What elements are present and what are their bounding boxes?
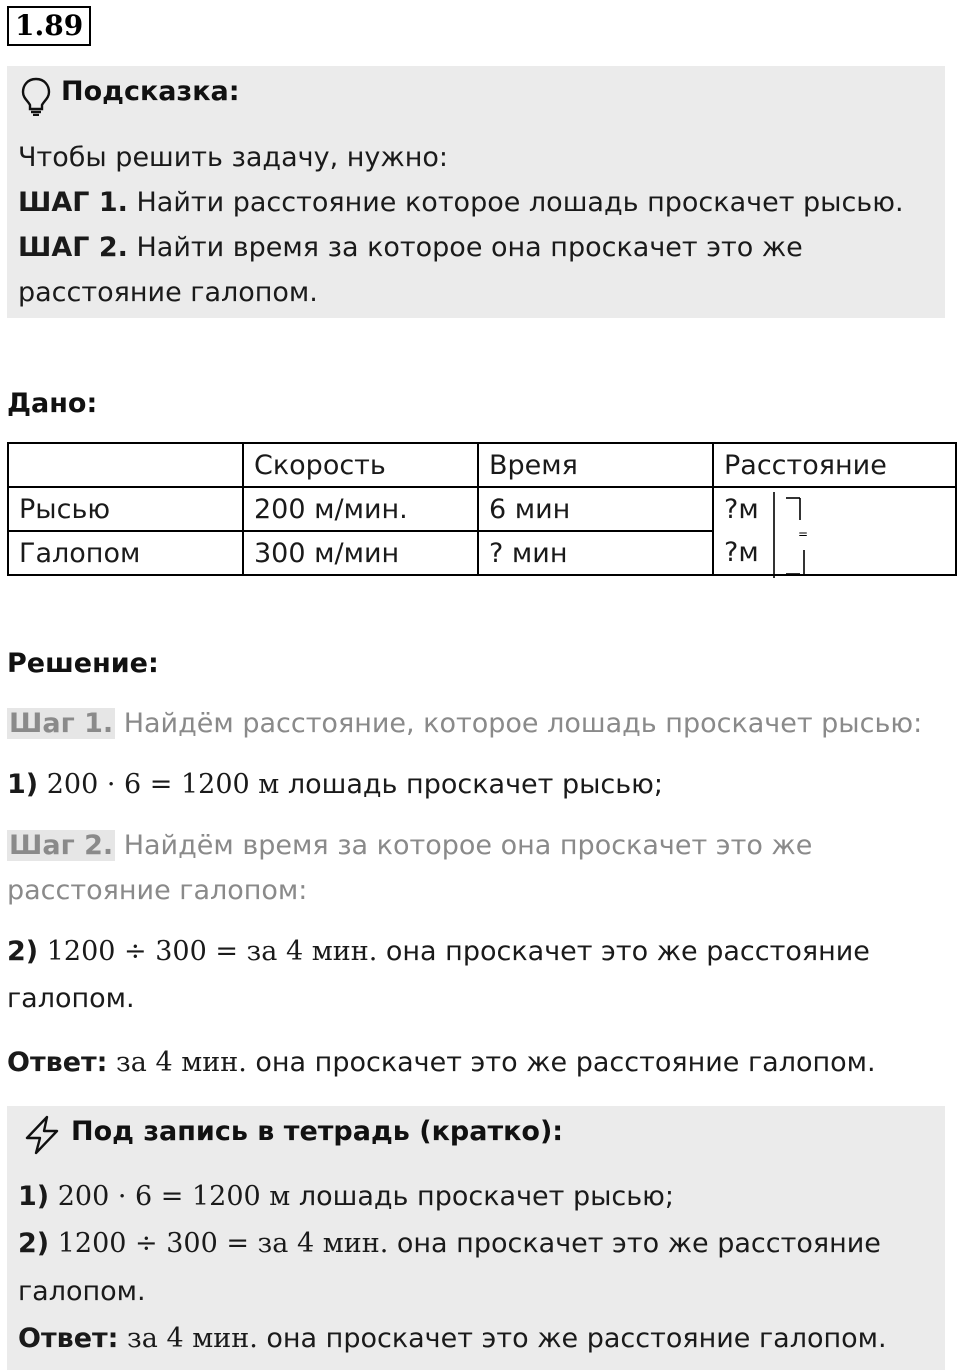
hint-step1-label: ШАГ 1.: [18, 187, 128, 218]
table-header-cell: Время: [478, 443, 713, 487]
solution-title: Решение:: [7, 648, 159, 679]
table-cell: ? мин: [478, 531, 713, 575]
notebook-answer-text: она проскачет это же расстояние галопом.: [257, 1323, 887, 1354]
solution-line2-math: 1200 ÷ 300 = за 4 мин.: [38, 936, 378, 967]
notebook-line2: [18, 1228, 881, 1259]
notebook-line2-text: она проскачет это же расстояние: [388, 1228, 881, 1259]
solution-line2-text: она проскачет это же расстояние: [377, 936, 870, 967]
hint-step2-cont: расстояние галопом.: [18, 277, 318, 308]
hint-box: [7, 66, 945, 318]
notebook-answer-math: за 4 мин.: [118, 1323, 258, 1354]
hint-step1: [18, 187, 904, 218]
solution-step1-text: Найдём расстояние, которое лошадь проскачет рысью:: [115, 708, 923, 739]
notebook-line1-text: лошадь проскачет рысью;: [290, 1181, 674, 1212]
lightbulb-icon: [19, 76, 53, 116]
table-cell: 300 м/мин: [243, 531, 478, 575]
notebook-line1-math: 200 · 6 = 1200 м: [49, 1181, 291, 1212]
solution-step2-text: Найдём время за которое она проскачет это же: [115, 830, 813, 861]
solution-answer-label: Ответ:: [7, 1047, 108, 1078]
hint-intro: Чтобы решить задачу, нужно:: [18, 142, 448, 173]
table-cell: 200 м/мин.: [243, 487, 478, 531]
solution-answer-math: за 4 мин.: [107, 1047, 247, 1078]
solution-step1-label: Шаг 1.: [9, 708, 114, 739]
bracket-sign: =: [798, 527, 809, 541]
hint-step2-text: Найти время за которое она проскачет это же: [127, 232, 803, 263]
lightning-icon: [21, 1114, 63, 1156]
solution-answer-text: она проскачет это же расстояние галопом.: [246, 1047, 876, 1078]
notebook-title: Под запись в тетрадь (кратко):: [71, 1116, 564, 1147]
solution-step2-cont: расстояние галопом:: [7, 875, 308, 906]
table-cell: 6 мин: [478, 487, 713, 531]
solution-line1-text: лошадь проскачет рысью;: [279, 769, 663, 800]
solution-line1-num: 1): [7, 769, 39, 800]
notebook-line2-cont: галопом.: [18, 1276, 146, 1307]
problem-number: 1.89: [7, 6, 91, 46]
notebook-answer-label: Ответ:: [18, 1323, 119, 1354]
solution-step1: [7, 708, 922, 739]
table-cell: [713, 487, 956, 531]
table-header-cell: Скорость: [243, 443, 478, 487]
given-title: Дано:: [7, 388, 98, 419]
solution-line2: [7, 936, 870, 967]
table-header-cell: [8, 443, 243, 487]
notebook-line2-num: 2): [18, 1228, 50, 1259]
hint-step1-text: Найти расстояние которое лошадь проскачет рысью.: [127, 187, 904, 218]
table-cell: Галопом: [8, 531, 243, 575]
table-cell: [713, 531, 956, 575]
solution-line2-cont: галопом.: [7, 983, 135, 1014]
notebook-line2-math: 1200 ÷ 300 = за 4 мин.: [49, 1228, 389, 1259]
distance-cell-value: ?м: [724, 537, 759, 568]
table-header-row: [8, 443, 956, 487]
hint-title: Подсказка:: [61, 76, 240, 107]
solution-line1-math: 200 · 6 = 1200 м: [38, 769, 280, 800]
solution-step2-label: Шаг 2.: [9, 830, 114, 861]
solution-answer: [7, 1047, 876, 1078]
solution-step2: [7, 830, 812, 861]
table-row: [8, 531, 956, 575]
notebook-line1: [18, 1181, 674, 1212]
solution-line1: [7, 769, 663, 800]
notebook-line1-num: 1): [18, 1181, 50, 1212]
notebook-box: [7, 1106, 945, 1370]
given-table: [7, 442, 957, 576]
hint-step2-label: ШАГ 2.: [18, 232, 128, 263]
distance-cell-value: ?м: [724, 494, 759, 525]
notebook-answer: [18, 1323, 887, 1354]
solution-line2-num: 2): [7, 936, 39, 967]
hint-step2: [18, 232, 803, 263]
table-row: [8, 487, 956, 531]
table-header-cell: Расстояние: [713, 443, 956, 487]
equal-bracket-icon: [772, 490, 812, 580]
table-cell: Рысью: [8, 487, 243, 531]
